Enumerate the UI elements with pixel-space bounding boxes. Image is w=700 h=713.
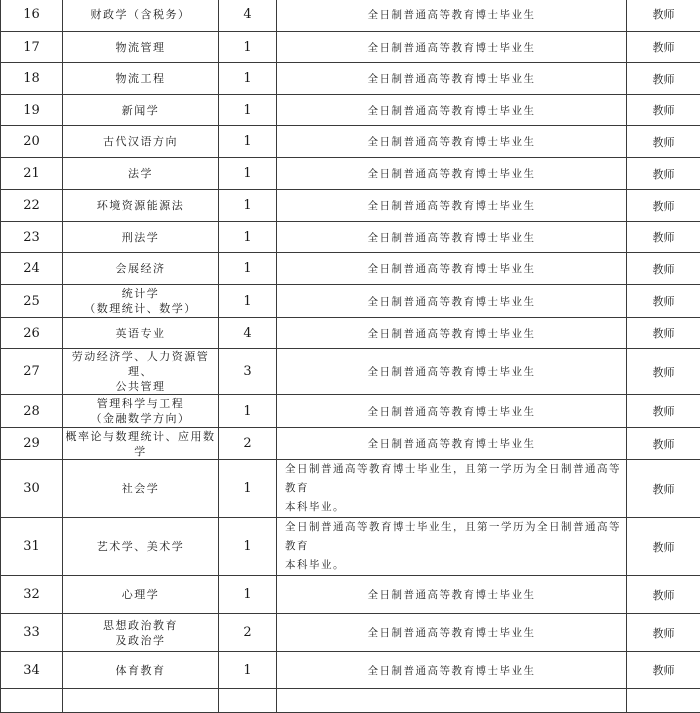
table-row [1, 253, 700, 285]
headcount-cell: 1 [219, 158, 277, 190]
major-line: 物流管理 [63, 40, 218, 55]
requirement-line: 全日制普通高等教育博士毕业生 [277, 364, 626, 379]
requirement-line: 全日制普通高等教育博士毕业生，且第一学历为全日制普通高等教育 [285, 460, 626, 498]
position-cell: 教师 [627, 518, 700, 576]
major-line: 物流工程 [63, 71, 218, 86]
headcount-cell: 1 [219, 95, 277, 126]
headcount-cell: 1 [219, 126, 277, 158]
headcount-cell: 2 [219, 614, 277, 652]
headcount-cell: 2 [219, 428, 277, 460]
major-cell [63, 158, 219, 190]
headcount-cell: 1 [219, 460, 277, 518]
headcount-cell: 1 [219, 576, 277, 614]
major-line: 社会学 [63, 481, 218, 496]
major-line: 新闻学 [63, 103, 218, 118]
major-cell [63, 614, 219, 652]
headcount-cell: 1 [219, 395, 277, 428]
position-cell: 教师 [627, 460, 700, 518]
requirement-line: 全日制普通高等教育博士毕业生 [277, 103, 626, 118]
position-cell: 教师 [627, 652, 700, 689]
requirement-cell [277, 285, 627, 318]
requirement-cell [277, 95, 627, 126]
requirement-cell [277, 253, 627, 285]
row-number-cell: 21 [1, 158, 63, 190]
requirement-cell [277, 190, 627, 222]
major-cell [63, 95, 219, 126]
table-row [1, 222, 700, 253]
major-line: 环境资源能源法 [63, 198, 218, 213]
requirement-cell [277, 614, 627, 652]
row-number-cell [1, 689, 63, 713]
headcount-cell: 3 [219, 349, 277, 395]
requirement-cell [277, 576, 627, 614]
position-cell: 教师 [627, 158, 700, 190]
position-cell: 教师 [627, 0, 700, 32]
requirement-line: 全日制普通高等教育博士毕业生 [277, 663, 626, 678]
major-cell [63, 576, 219, 614]
requirement-line: 全日制普通高等教育博士毕业生 [277, 261, 626, 276]
major-line: 财政学（含税务） [63, 7, 218, 22]
table-row [1, 158, 700, 190]
row-number-cell: 34 [1, 652, 63, 689]
major-line: 思想政治教育 [63, 618, 218, 633]
requirement-line: 全日制普通高等教育博士毕业生 [277, 326, 626, 341]
requirement-line: 本科毕业。 [285, 498, 626, 517]
table-row [1, 0, 700, 32]
row-number-cell: 25 [1, 285, 63, 318]
major-cell [63, 0, 219, 32]
requirement-line: 全日制普通高等教育博士毕业生 [277, 198, 626, 213]
headcount-cell: 1 [219, 253, 277, 285]
requirement-cell [277, 32, 627, 63]
requirement-line: 全日制普通高等教育博士毕业生 [277, 436, 626, 451]
table-row [1, 126, 700, 158]
headcount-cell: 1 [219, 652, 277, 689]
table-body [1, 0, 700, 713]
position-cell: 教师 [627, 614, 700, 652]
major-cell [63, 395, 219, 428]
major-line: 公共管理 [63, 379, 218, 394]
row-number-cell: 27 [1, 349, 63, 395]
requirement-cell [277, 395, 627, 428]
major-cell [63, 32, 219, 63]
table-row [1, 32, 700, 63]
table-row [1, 428, 700, 460]
row-number-cell: 33 [1, 614, 63, 652]
major-cell [63, 222, 219, 253]
requirement-line: 全日制普通高等教育博士毕业生 [277, 294, 626, 309]
major-cell [63, 518, 219, 576]
row-number-cell: 26 [1, 318, 63, 349]
position-cell [627, 689, 700, 713]
requirement-cell [277, 428, 627, 460]
requirement-cell [277, 63, 627, 95]
major-line: 体育教育 [63, 663, 218, 678]
position-cell: 教师 [627, 63, 700, 95]
requirement-cell [277, 518, 627, 576]
major-line: （数理统计、数学） [63, 301, 218, 316]
major-line: 及政治学 [63, 633, 218, 648]
major-cell [63, 460, 219, 518]
row-number-cell: 29 [1, 428, 63, 460]
position-cell: 教师 [627, 576, 700, 614]
position-cell: 教师 [627, 126, 700, 158]
requirement-cell [277, 318, 627, 349]
requirement-cell [277, 349, 627, 395]
position-cell: 教师 [627, 428, 700, 460]
major-cell [63, 318, 219, 349]
row-number-cell: 28 [1, 395, 63, 428]
major-line: 劳动经济学、人力资源管理、 [63, 349, 218, 379]
major-line: 英语专业 [63, 326, 218, 341]
major-cell [63, 253, 219, 285]
major-line: 心理学 [63, 587, 218, 602]
requirement-cell [277, 689, 627, 713]
requirement-cell [277, 222, 627, 253]
table-row [1, 318, 700, 349]
headcount-cell: 4 [219, 318, 277, 349]
position-cell: 教师 [627, 95, 700, 126]
requirement-line: 全日制普通高等教育博士毕业生，且第一学历为全日制普通高等教育 [285, 518, 626, 556]
headcount-cell: 1 [219, 285, 277, 318]
major-line: 统计学 [63, 286, 218, 301]
headcount-cell: 4 [219, 0, 277, 32]
requirement-cell [277, 158, 627, 190]
row-number-cell: 31 [1, 518, 63, 576]
headcount-cell [219, 689, 277, 713]
table-row [1, 614, 700, 652]
requirement-cell [277, 0, 627, 32]
requirement-line: 全日制普通高等教育博士毕业生 [277, 230, 626, 245]
requirement-line: 本科毕业。 [285, 556, 626, 575]
headcount-cell: 1 [219, 190, 277, 222]
headcount-cell: 1 [219, 63, 277, 95]
headcount-cell: 1 [219, 222, 277, 253]
row-number-cell: 20 [1, 126, 63, 158]
table-row [1, 576, 700, 614]
major-cell [63, 126, 219, 158]
table-row [1, 395, 700, 428]
headcount-cell: 1 [219, 32, 277, 63]
position-cell: 教师 [627, 32, 700, 63]
headcount-cell: 1 [219, 518, 277, 576]
requirement-line: 全日制普通高等教育博士毕业生 [277, 134, 626, 149]
requirement-line: 全日制普通高等教育博士毕业生 [277, 7, 626, 22]
major-cell [63, 428, 219, 460]
major-cell [63, 652, 219, 689]
major-line: （金融数学方向） [63, 411, 218, 426]
major-cell [63, 689, 219, 713]
position-cell: 教师 [627, 349, 700, 395]
major-line: 管理科学与工程 [63, 396, 218, 411]
requirement-line: 全日制普通高等教育博士毕业生 [277, 166, 626, 181]
requirement-line: 全日制普通高等教育博士毕业生 [277, 40, 626, 55]
requirement-line: 全日制普通高等教育博士毕业生 [277, 587, 626, 602]
major-cell [63, 285, 219, 318]
major-line: 会展经济 [63, 261, 218, 276]
major-line: 法学 [63, 166, 218, 181]
table-row [1, 460, 700, 518]
requirement-line: 全日制普通高等教育博士毕业生 [277, 404, 626, 419]
major-cell [63, 63, 219, 95]
table-row [1, 63, 700, 95]
table-row [1, 349, 700, 395]
table-row [1, 95, 700, 126]
row-number-cell: 18 [1, 63, 63, 95]
position-cell: 教师 [627, 285, 700, 318]
row-number-cell: 22 [1, 190, 63, 222]
row-number-cell: 24 [1, 253, 63, 285]
table-row [1, 689, 700, 713]
position-cell: 教师 [627, 222, 700, 253]
major-line: 艺术学、美术学 [63, 539, 218, 554]
table-row [1, 652, 700, 689]
row-number-cell: 30 [1, 460, 63, 518]
position-cell: 教师 [627, 318, 700, 349]
requirement-line: 全日制普通高等教育博士毕业生 [277, 71, 626, 86]
major-cell [63, 349, 219, 395]
position-cell: 教师 [627, 395, 700, 428]
major-line: 刑法学 [63, 230, 218, 245]
requirement-line: 全日制普通高等教育博士毕业生 [277, 625, 626, 640]
table-row [1, 518, 700, 576]
row-number-cell: 16 [1, 0, 63, 32]
major-line: 古代汉语方向 [63, 134, 218, 149]
major-line: 概率论与数理统计、应用数学 [63, 429, 218, 459]
requirement-cell [277, 126, 627, 158]
position-cell: 教师 [627, 253, 700, 285]
requirement-cell [277, 652, 627, 689]
row-number-cell: 23 [1, 222, 63, 253]
major-cell [63, 190, 219, 222]
row-number-cell: 19 [1, 95, 63, 126]
position-cell: 教师 [627, 190, 700, 222]
row-number-cell: 32 [1, 576, 63, 614]
table-row [1, 190, 700, 222]
row-number-cell: 17 [1, 32, 63, 63]
requirement-cell [277, 460, 627, 518]
table-row [1, 285, 700, 318]
